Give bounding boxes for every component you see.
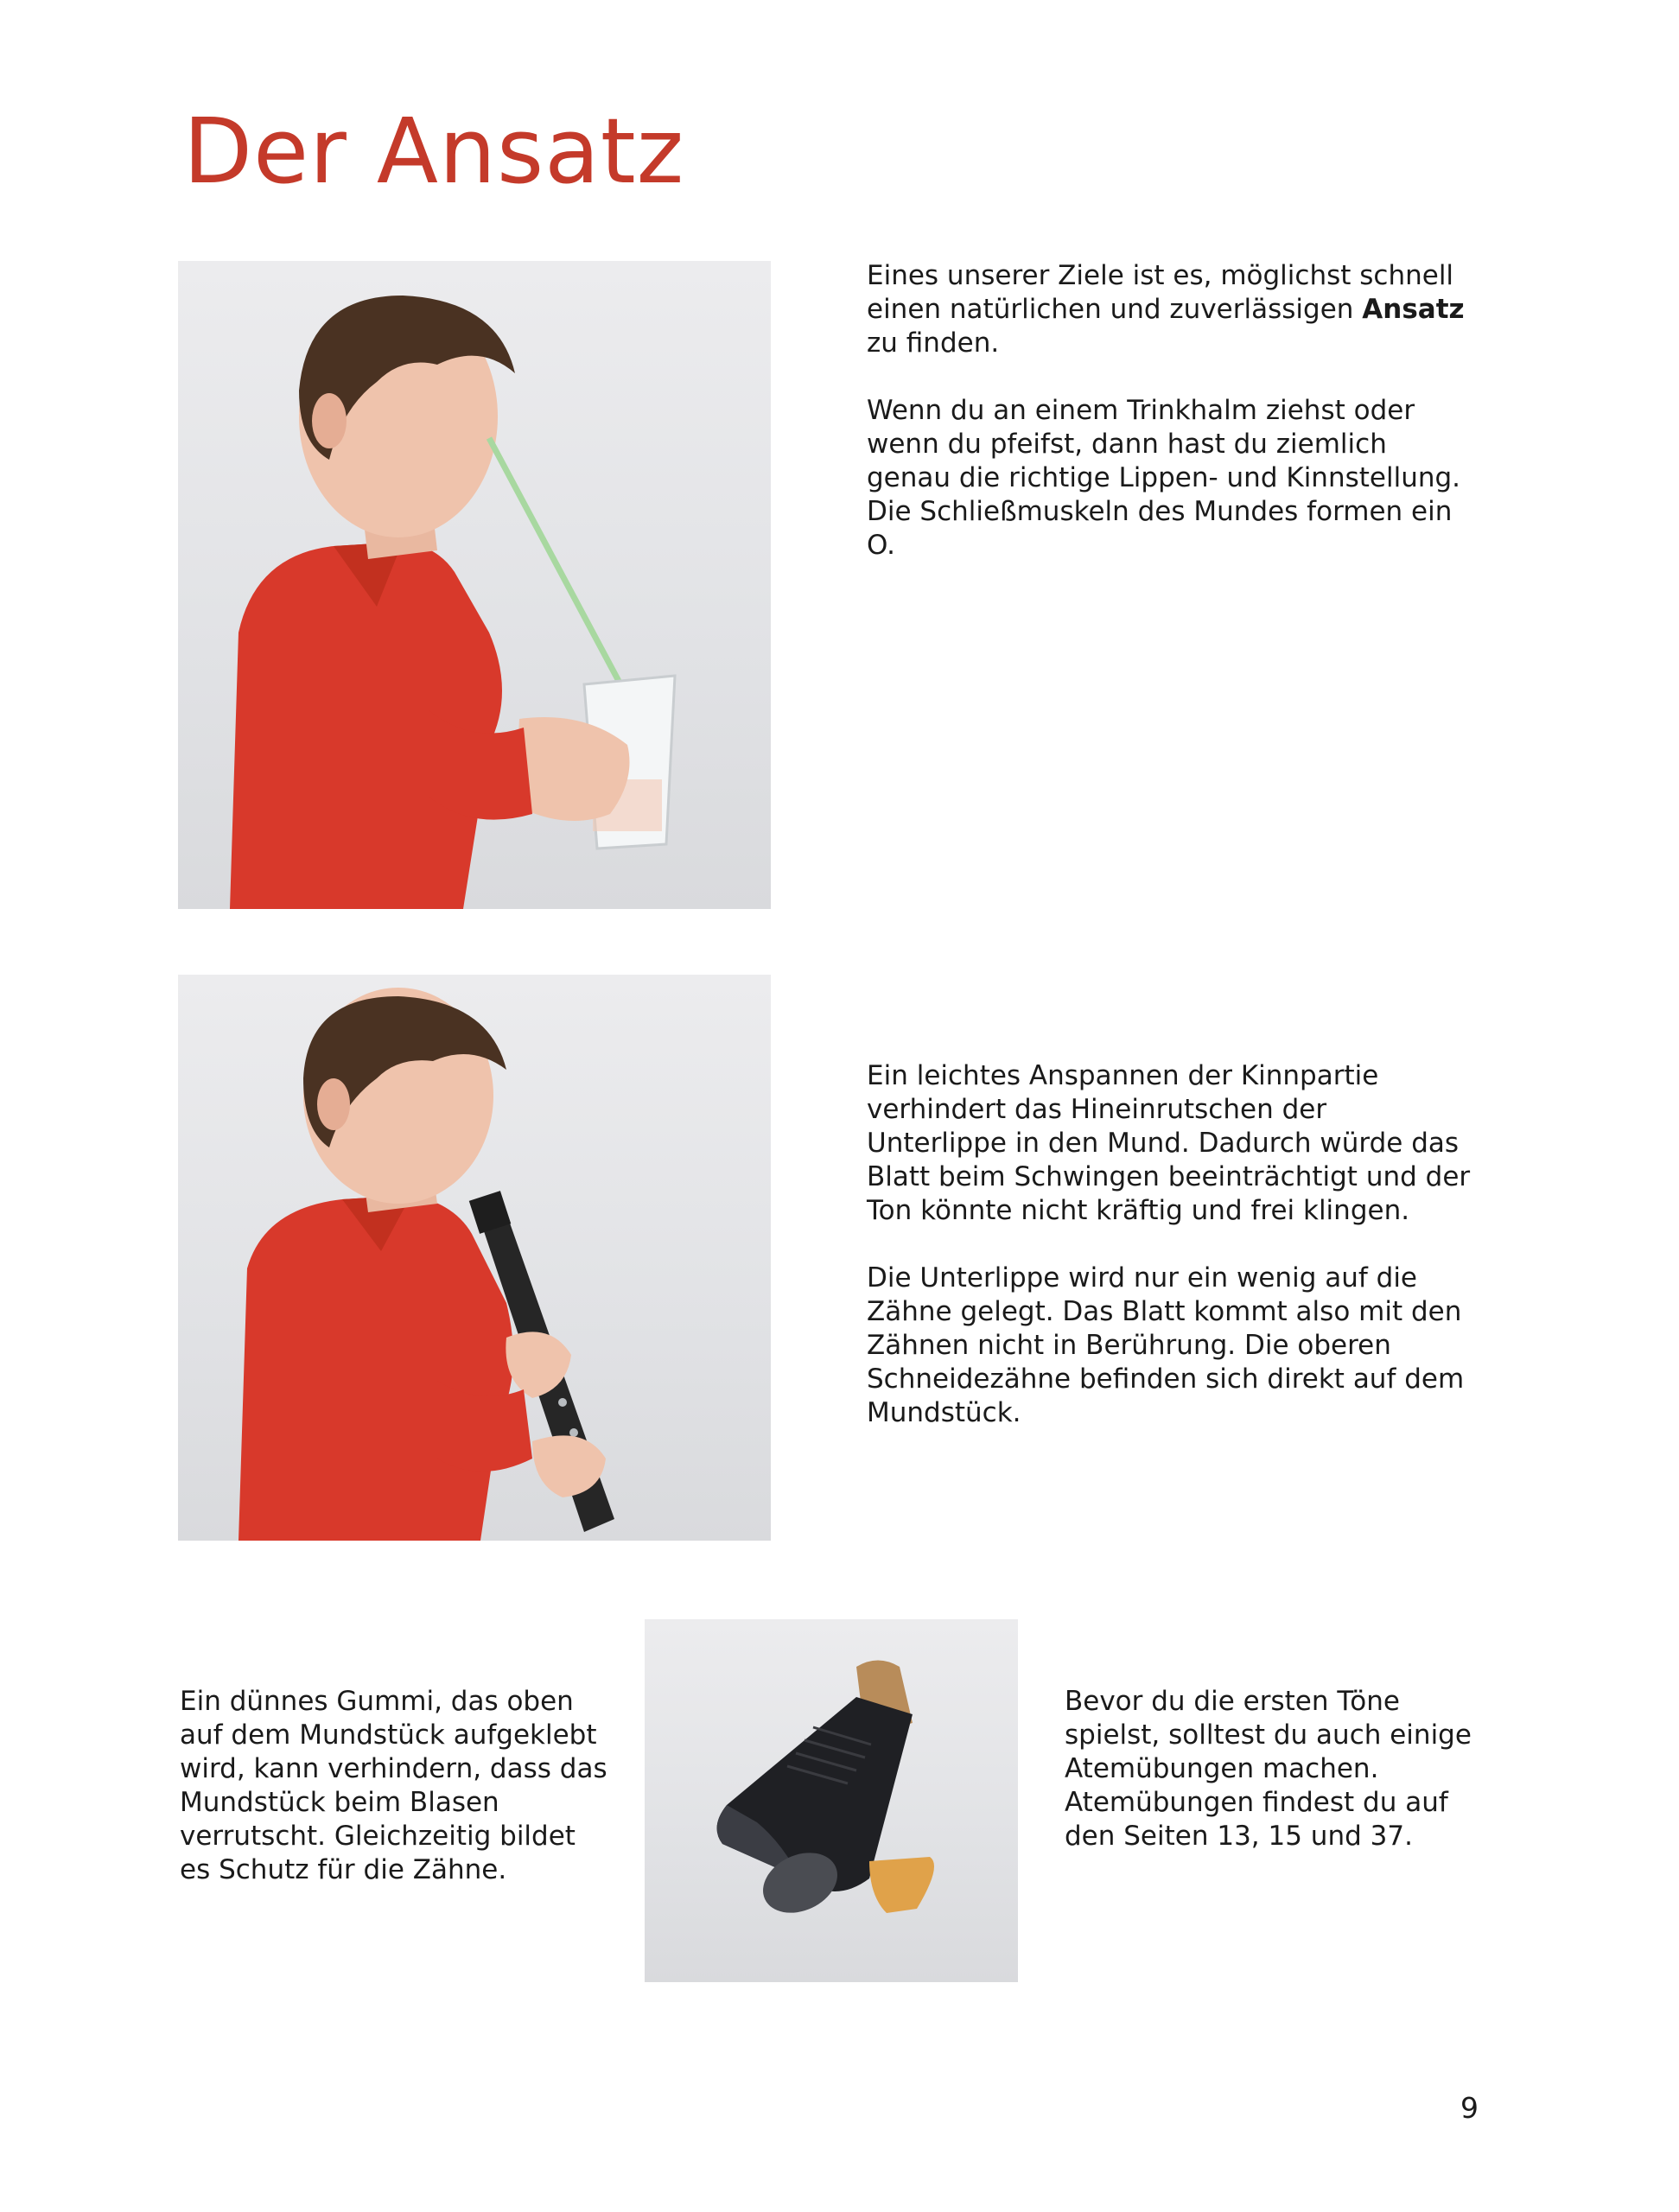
section1-paragraph-2: Wenn du an einem Trinkhalm ziehst oder wenn du pfeifst, dann hast du ziemlich genau die richtige Lippen- und Kinnstellung. Die Schließmuskeln des Mundes formen ein O.: [867, 395, 1461, 561]
section2-text: [867, 1059, 1472, 1430]
page-number: 9: [1460, 2091, 1479, 2125]
section3-right-paragraph: Bevor du die ersten Töne spielst, solltest du auch einige Atemübungen machen. Atemübungen findest du auf den Seiten 13, 15 und 37.: [1065, 1686, 1472, 1852]
section1-paragraph-1: Eines unserer Ziele ist es, möglichst schnell einen natürlichen und zuverlässigen Ansatz zu finden.: [867, 260, 1465, 359]
section3-left-text: [180, 1685, 607, 1887]
keyword-ansatz: Ansatz: [1362, 294, 1465, 325]
photo-boy-clarinet: [178, 975, 771, 1541]
section3-right-text: [1065, 1685, 1488, 1853]
section3-left-paragraph: Ein dünnes Gummi, das oben auf dem Mundstück aufgeklebt wird, kann verhindern, dass das Mundstück beim Blasen verrutscht. Gleichzeitig bildet es Schutz für die Zähne.: [180, 1686, 607, 1885]
photo-boy-straw: [178, 261, 771, 909]
section1-text: [867, 259, 1472, 563]
page-title: Der Ansatz: [183, 99, 685, 204]
photo-mouthpiece: [645, 1619, 1018, 1982]
section2-paragraph-2: Die Unterlippe wird nur ein wenig auf die Zähne gelegt. Das Blatt kommt also mit den Zähnen nicht in Berührung. Die oberen Schneidezähne befinden sich direkt auf dem Mundstück.: [867, 1262, 1465, 1428]
section2-paragraph-1: Ein leichtes Anspannen der Kinnpartie verhindert das Hineinrutschen der Unterlippe in den Mund. Dadurch würde das Blatt beim Schwingen beeinträchtigt und der Ton könnte nicht kräftig und frei klingen.: [867, 1060, 1471, 1226]
